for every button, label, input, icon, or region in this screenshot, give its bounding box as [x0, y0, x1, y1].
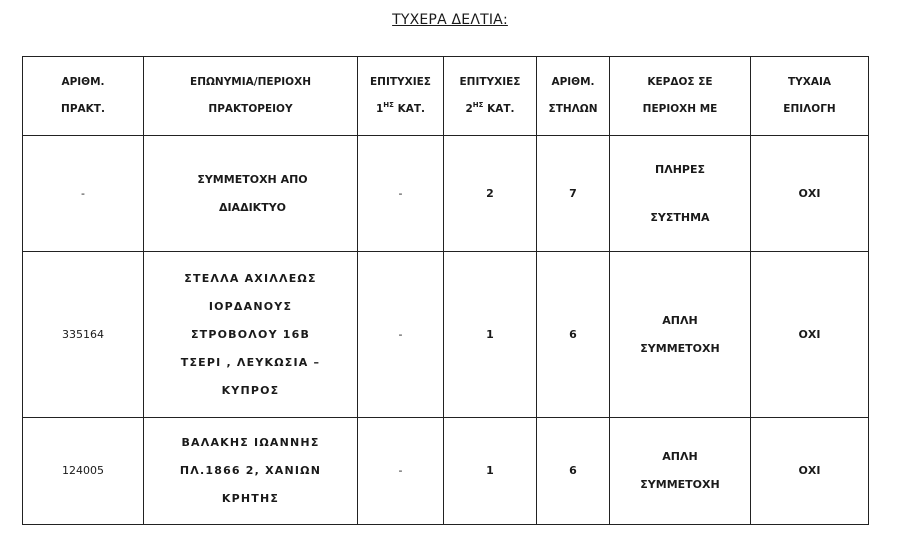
agency-name-cell: ΒΑΛΑΚΗΣ ΙΩΑΝΝΗΣ ΠΛ.1866 2, ΧΑΝΙΩΝ ΚΡΗΤΗΣ	[144, 418, 358, 525]
header-agency-no: ΑΡΙΘΜ. ΠΡΑΚΤ.	[23, 57, 144, 136]
table-row	[23, 136, 869, 252]
page-title: ΤΥΧΕΡΑ ΔΕΛΤΙΑ:	[392, 12, 508, 28]
columns-cell: 6	[537, 252, 610, 418]
header-agency-name: ΕΠΩΝΥΜΙΑ/ΠΕΡΙΟΧΗ ΠΡΑΚΤΟΡΕΙΟΥ	[144, 57, 358, 136]
agency-name-cell: ΣΥΜΜΕΤΟΧΗ ΑΠΟ ΔΙΑΔΙΚΤΥΟ	[144, 136, 358, 252]
agency-no-cell: 335164	[23, 252, 144, 418]
agency-no-cell: 124005	[23, 418, 144, 525]
cat2-cell: 1	[444, 252, 537, 418]
table-row	[23, 252, 869, 418]
cat1-cell: -	[358, 418, 444, 525]
table-row	[23, 418, 869, 525]
prize-type-cell: ΑΠΛΗ ΣΥΜΜΕΤΟΧΗ	[610, 418, 751, 525]
random-pick-cell: ΟΧΙ	[751, 252, 869, 418]
agency-name-cell: ΣΤΕΛΛΑ ΑΧΙΛΛΕΩΣ ΙΟΡΔΑΝΟΥΣ ΣΤΡΟΒΟΛΟΥ 16Β ΤΣΕΡΙ , ΛΕΥΚΩΣΙΑ – ΚΥΠΡΟΣ	[144, 252, 358, 418]
columns-cell: 7	[537, 136, 610, 252]
prize-type-cell: ΑΠΛΗ ΣΥΜΜΕΤΟΧΗ	[610, 252, 751, 418]
random-pick-cell: ΟΧΙ	[751, 136, 869, 252]
cat1-cell: -	[358, 252, 444, 418]
agency-no-cell: -	[23, 136, 144, 252]
columns-cell: 6	[537, 418, 610, 525]
cat2-cell: 1	[444, 418, 537, 525]
prize-type-cell: ΠΛΗΡΕΣ ΣΥΣΤΗΜΑ	[610, 136, 751, 252]
header-prize-type: ΚΕΡΔΟΣ ΣΕ ΠΕΡΙΟΧΗ ΜΕ	[610, 57, 751, 136]
random-pick-cell: ΟΧΙ	[751, 418, 869, 525]
cat1-cell: -	[358, 136, 444, 252]
header-columns: ΑΡΙΘΜ. ΣΤΗΛΩΝ	[537, 57, 610, 136]
lucky-tickets-table	[22, 56, 869, 525]
cat2-cell: 2	[444, 136, 537, 252]
table-header-row	[23, 57, 869, 136]
header-random-pick: ΤΥΧΑΙΑ ΕΠΙΛΟΓΗ	[751, 57, 869, 136]
header-cat1-wins: ΕΠΙΤΥΧΙΕΣ $1^{H\Sigma}$ ΚΑΤ.	[358, 57, 444, 136]
header-cat2-wins: ΕΠΙΤΥΧΙΕΣ $2^{H\Sigma}$ ΚΑΤ.	[444, 57, 537, 136]
